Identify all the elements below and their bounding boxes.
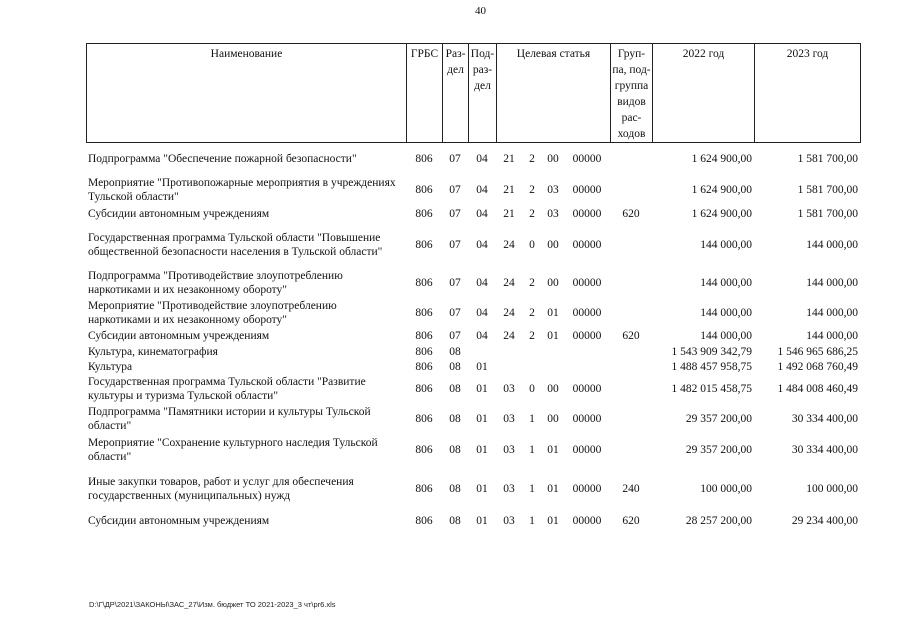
row-podrazdel: 04	[476, 239, 488, 251]
row-target-subprogram	[522, 359, 542, 374]
row-amount-2022: 1 624 900,00	[691, 153, 752, 165]
row-target-direction: 00000	[572, 307, 602, 319]
row-target-program: 24	[503, 277, 515, 289]
row-name: Мероприятие "Сохранение культурного наследия Тульской области"	[88, 437, 378, 463]
row-target-direction	[564, 344, 610, 359]
row-amount-2023: 30 334 400,00	[791, 444, 858, 456]
row-razdel: 07	[449, 239, 461, 251]
row-target-event: 03	[547, 184, 559, 196]
row-target-direction: 00000	[572, 413, 602, 425]
row-expense-type	[610, 434, 652, 466]
row-amount-2023: 100 000,00	[806, 483, 858, 495]
table-row	[86, 466, 860, 512]
table-row	[86, 174, 860, 206]
row-grbs: 806	[415, 330, 433, 342]
row-amount-2023: 1 581 700,00	[797, 208, 858, 220]
row-target-program: 24	[503, 239, 515, 251]
row-target-program: 03	[503, 413, 515, 425]
row-podrazdel: 04	[476, 277, 488, 289]
row-expense-type: 620	[622, 515, 640, 527]
row-expense-type	[610, 222, 652, 268]
row-amount-2023: 29 234 400,00	[791, 515, 858, 527]
row-amount-2023: 1 484 008 460,49	[777, 383, 858, 395]
row-podrazdel: 04	[476, 153, 488, 165]
row-target-subprogram: 1	[529, 413, 535, 425]
row-amount-2023: 1 581 700,00	[797, 184, 858, 196]
row-amount-2022: 1 624 900,00	[691, 184, 752, 196]
row-podrazdel: 04	[476, 208, 488, 220]
row-grbs: 806	[415, 444, 433, 456]
row-amount-2023: 144 000,00	[806, 239, 858, 251]
row-target-program: 24	[503, 330, 515, 342]
row-target-subprogram: 2	[529, 277, 535, 289]
row-amount-2022: 29 357 200,00	[685, 413, 752, 425]
row-target-direction: 00000	[572, 239, 602, 251]
row-amount-2022: 28 257 200,00	[685, 515, 752, 527]
row-amount-2022: 100 000,00	[700, 483, 752, 495]
header-grbs: ГРБС	[407, 44, 443, 143]
row-amount-2023: 1 546 965 686,25	[777, 345, 858, 358]
row-amount-2022: 144 000,00	[700, 330, 752, 342]
row-grbs: 806	[415, 208, 433, 220]
row-amount-2023: 144 000,00	[806, 330, 858, 342]
row-grbs: 806	[415, 515, 433, 527]
row-name: Подпрограмма "Памятники истории и культуры Тульской области"	[88, 406, 371, 432]
row-amount-2022: 144 000,00	[700, 307, 752, 319]
row-razdel: 08	[449, 515, 461, 527]
header-2022: 2022 год	[653, 44, 755, 143]
row-target-direction: 00000	[572, 383, 602, 395]
row-target-direction: 00000	[572, 330, 602, 342]
row-target-subprogram: 2	[529, 330, 535, 342]
row-name: Подпрограмма "Противодействие злоупотреблению наркотиками и их незаконному обороту"	[88, 270, 343, 296]
row-target-event: 00	[547, 153, 559, 165]
table-row	[86, 298, 860, 328]
row-razdel: 08	[449, 413, 461, 425]
header-target: Целевая статья	[497, 44, 611, 143]
table-row	[86, 144, 860, 174]
file-path-footer: D:\Г\ДР\2021\ЗАКОНЫ\ЗАС_27\Изм. бюджет ТО 2021-2023_3 чт\pr6.xls	[89, 600, 336, 609]
row-name: Мероприятие "Противопожарные мероприятия в учреждениях Тульской области"	[88, 177, 396, 203]
row-podrazdel: 01	[476, 444, 488, 456]
row-name: Субсидии автономным учреждениям	[88, 330, 270, 342]
row-target-program: 03	[503, 515, 515, 527]
row-grbs: 806	[415, 413, 433, 425]
row-name: Мероприятие "Противодействие злоупотреблению наркотиками и их незаконному обороту"	[88, 300, 337, 326]
row-podrazdel: 04	[476, 330, 488, 342]
row-target-event: 01	[547, 330, 559, 342]
row-target-direction: 00000	[572, 515, 602, 527]
row-grbs: 806	[415, 345, 433, 358]
row-target-direction: 00000	[572, 444, 602, 456]
row-expense-type	[610, 144, 652, 174]
row-target-subprogram	[522, 344, 542, 359]
row-name: Субсидии автономным учреждениям	[88, 208, 270, 220]
row-name: Государственная программа Тульской области "Повышение общественной безопасности населения в Тульской области"	[88, 232, 383, 258]
row-podrazdel: 01	[476, 383, 488, 395]
row-razdel: 07	[449, 307, 461, 319]
row-expense-type	[610, 344, 652, 359]
row-target-event: 01	[547, 483, 559, 495]
row-target-subprogram: 2	[529, 184, 535, 196]
row-target-event: 03	[547, 208, 559, 220]
row-razdel: 08	[449, 360, 461, 373]
row-target-program: 03	[503, 483, 515, 495]
row-target-event: 00	[547, 413, 559, 425]
row-amount-2023: 144 000,00	[806, 307, 858, 319]
row-expense-type	[610, 174, 652, 206]
row-target-event: 00	[547, 383, 559, 395]
row-name: Культура	[88, 360, 133, 373]
row-grbs: 806	[415, 153, 433, 165]
table-row	[86, 344, 860, 359]
row-amount-2023: 30 334 400,00	[791, 413, 858, 425]
header-2023: 2023 год	[755, 44, 861, 143]
row-target-subprogram: 2	[529, 153, 535, 165]
row-target-event: 01	[547, 307, 559, 319]
header-name: Наименование	[87, 44, 407, 143]
row-target-program: 21	[503, 184, 515, 196]
row-razdel: 07	[449, 184, 461, 196]
row-target-subprogram: 2	[529, 208, 535, 220]
row-razdel: 07	[449, 153, 461, 165]
row-target-subprogram: 0	[529, 239, 535, 251]
table-row	[86, 222, 860, 268]
row-target-program: 21	[503, 153, 515, 165]
row-name: Иные закупки товаров, работ и услуг для обеспечения государственных (муниципальных) нужд	[88, 476, 354, 502]
table-row	[86, 268, 860, 298]
page-number: 40	[475, 5, 486, 17]
row-grbs: 806	[415, 360, 433, 373]
row-name: Культура, кинематография	[88, 345, 218, 358]
row-target-direction: 00000	[572, 184, 602, 196]
row-podrazdel: 01	[476, 413, 488, 425]
row-target-subprogram: 1	[529, 444, 535, 456]
row-target-direction: 00000	[572, 153, 602, 165]
row-target-event: 00	[547, 239, 559, 251]
row-target-program: 03	[503, 444, 515, 456]
row-target-program: 24	[503, 307, 515, 319]
row-target-direction	[564, 359, 610, 374]
row-expense-type	[610, 404, 652, 434]
row-razdel: 07	[449, 277, 461, 289]
table-row	[86, 328, 860, 344]
row-podrazdel: 04	[476, 307, 488, 319]
row-grbs: 806	[415, 239, 433, 251]
row-target-subprogram: 2	[529, 307, 535, 319]
row-amount-2022: 144 000,00	[700, 239, 752, 251]
row-expense-type	[610, 359, 652, 374]
row-expense-type	[610, 298, 652, 328]
table-body	[86, 144, 860, 530]
row-target-program: 03	[503, 383, 515, 395]
row-amount-2022: 1 482 015 458,75	[671, 383, 752, 395]
row-target-event: 00	[547, 277, 559, 289]
header-razdel: Раз- дел	[443, 44, 469, 143]
row-target-event: 01	[547, 515, 559, 527]
row-grbs: 806	[415, 383, 433, 395]
row-expense-type	[610, 374, 652, 404]
row-razdel: 08	[449, 483, 461, 495]
row-grbs: 806	[415, 184, 433, 196]
row-amount-2022: 1 543 909 342,79	[671, 345, 752, 358]
row-razdel: 08	[449, 383, 461, 395]
row-target-program: 21	[503, 208, 515, 220]
row-expense-type	[610, 268, 652, 298]
row-target-subprogram: 1	[529, 483, 535, 495]
row-podrazdel: 01	[476, 483, 488, 495]
row-podrazdel: 01	[476, 515, 488, 527]
row-target-program	[496, 359, 522, 374]
row-amount-2022: 144 000,00	[700, 277, 752, 289]
row-grbs: 806	[415, 307, 433, 319]
row-razdel: 08	[449, 444, 461, 456]
row-amount-2022: 1 624 900,00	[691, 208, 752, 220]
row-grbs: 806	[415, 277, 433, 289]
table-row	[86, 404, 860, 434]
row-target-event	[542, 344, 564, 359]
row-razdel: 07	[449, 208, 461, 220]
table-row	[86, 434, 860, 466]
row-target-direction: 00000	[572, 277, 602, 289]
header-group: Груп- па, под- группа видов рас- ходов	[611, 44, 653, 143]
table-header	[86, 43, 861, 143]
row-target-subprogram: 0	[529, 383, 535, 395]
row-target-direction: 00000	[572, 483, 602, 495]
row-podrazdel: 01	[476, 360, 488, 373]
row-expense-type: 620	[622, 330, 640, 342]
row-podrazdel	[468, 344, 496, 359]
table-row	[86, 206, 860, 222]
row-name: Государственная программа Тульской области "Развитие культуры и туризма Тульской области"	[88, 376, 366, 402]
row-grbs: 806	[415, 483, 433, 495]
row-amount-2022: 29 357 200,00	[685, 444, 752, 456]
row-podrazdel: 04	[476, 184, 488, 196]
row-amount-2023: 1 581 700,00	[797, 153, 858, 165]
table-row	[86, 374, 860, 404]
row-target-subprogram: 1	[529, 515, 535, 527]
row-name: Подпрограмма "Обеспечение пожарной безопасности"	[88, 153, 357, 165]
row-razdel: 07	[449, 330, 461, 342]
row-target-event	[542, 359, 564, 374]
row-expense-type: 240	[622, 483, 640, 495]
row-amount-2023: 144 000,00	[806, 277, 858, 289]
row-expense-type: 620	[622, 208, 640, 220]
table-row	[86, 359, 860, 374]
table-row	[86, 512, 860, 530]
header-podrazdel: Под- раз- дел	[469, 44, 497, 143]
row-target-event: 01	[547, 444, 559, 456]
row-name: Субсидии автономным учреждениям	[88, 515, 270, 527]
row-target-direction: 00000	[572, 208, 602, 220]
row-amount-2022: 1 488 457 958,75	[671, 360, 752, 373]
row-amount-2023: 1 492 068 760,49	[777, 360, 858, 373]
row-target-program	[496, 344, 522, 359]
row-razdel: 08	[449, 345, 461, 358]
